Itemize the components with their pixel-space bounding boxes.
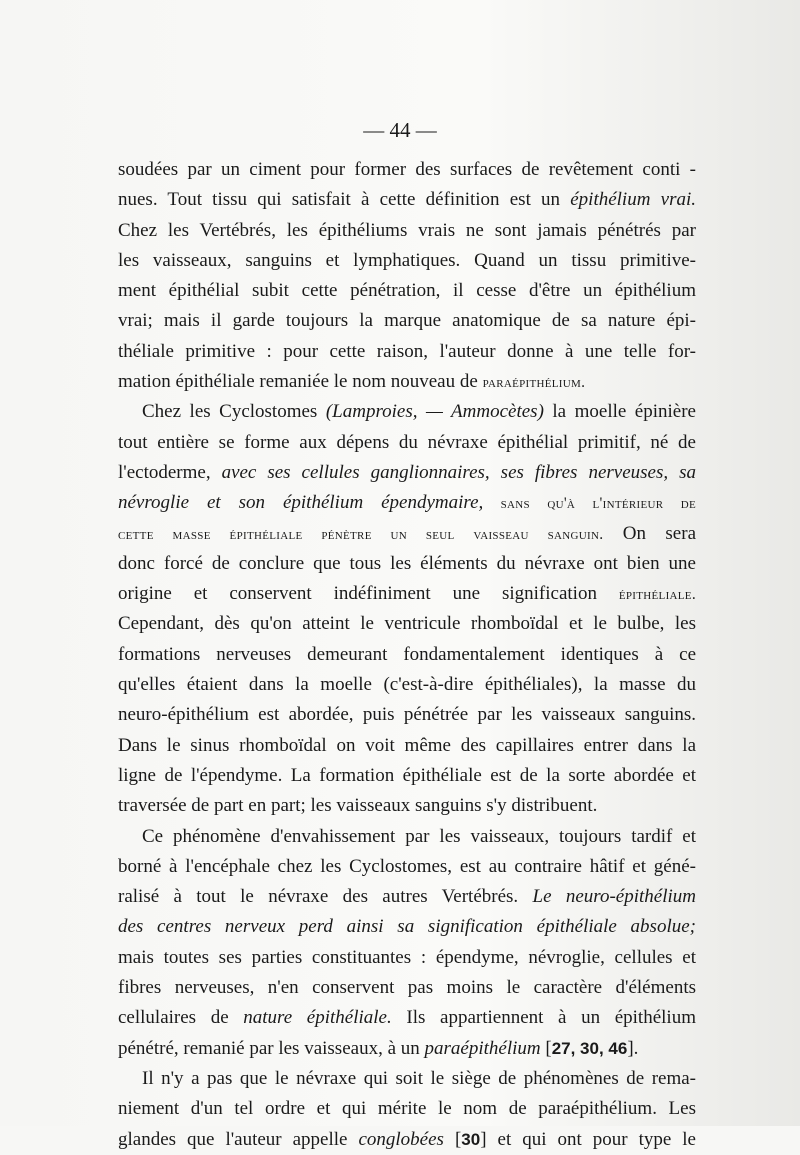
text-line bbox=[118, 912, 696, 942]
text-line: origine et conservent indéfiniment une signification épithéliale. bbox=[118, 583, 696, 605]
reference-numbers: 30 bbox=[461, 1129, 481, 1149]
text-line: nues. Tout tissu qui satisfait à cette définition est un épithélium vrai. bbox=[118, 189, 696, 211]
emphasis: (Lamproies, — Ammocètes) bbox=[325, 401, 544, 423]
emphasis: Le neuro-épithélium bbox=[532, 886, 696, 908]
text-line: traversée de part en part; les vaisseaux sanguins s'y distribuent. bbox=[118, 795, 598, 817]
page-number: — 44 — bbox=[363, 118, 437, 142]
emphasis: des centres nerveux perd ainsi sa signification épithéliale absolue; bbox=[118, 916, 696, 938]
text-line: cette masse épithéliale pénètre un seul vaisseau sanguin. On sera bbox=[118, 522, 696, 544]
text-line: vrai; mais il garde toujours la marque anatomique de sa nature épi- bbox=[118, 310, 696, 332]
text-line: donc forcé de conclure que tous les éléments du névraxe ont bien une bbox=[118, 552, 696, 574]
text-line: pénétré, remanié par les vaisseaux, à un paraépithélium [27, 30, 46]. bbox=[118, 1037, 639, 1059]
text-line: théliale primitive : pour cette raison, l'auteur donne à une telle for- bbox=[118, 340, 696, 362]
text-line: ralisé à tout le névraxe des autres Vertébrés. Le neuro-épithélium bbox=[118, 886, 696, 908]
small-caps-term: cette masse épithéliale pénètre un seul vaisseau sanguin. bbox=[118, 525, 604, 543]
text-line: borné à l'encéphale chez les Cyclostomes, est au contraire hâtif et géné- bbox=[118, 855, 696, 877]
body-text bbox=[118, 155, 696, 1155]
emphasis: paraépithélium bbox=[424, 1037, 541, 1059]
text-line: Chez les Cyclostomes (Lamproies, — Ammocètes) la moelle épinière bbox=[142, 401, 696, 423]
emphasis: épithélium vrai. bbox=[570, 189, 696, 211]
reference-numbers: 27, 30, 46 bbox=[551, 1038, 628, 1058]
emphasis: névroglie et son épithélium épendymaire, bbox=[118, 492, 484, 514]
text-line: glandes que l'auteur appelle conglobées [30] et qui ont pour type le bbox=[118, 1128, 696, 1150]
text-line: cellulaires de nature épithéliale. Ils appartiennent à un épithélium bbox=[118, 1007, 696, 1029]
text-line: formations nerveuses demeurant fondamentalement identiques à ce bbox=[118, 643, 696, 665]
small-caps-term: sans qu'à l'intérieur de bbox=[483, 495, 696, 513]
emphasis: conglobées bbox=[358, 1128, 444, 1150]
emphasis: nature épithéliale. bbox=[243, 1007, 392, 1029]
text-line: Il n'y a pas que le névraxe qui soit le siège de phénomènes de rema- bbox=[142, 1067, 696, 1089]
text-line: Dans le sinus rhomboïdal on voit même des capillaires entrer dans la bbox=[118, 734, 696, 756]
text-line: les vaisseaux, sanguins et lymphatiques. Quand un tissu primitive- bbox=[118, 249, 696, 271]
emphasis: avec ses cellules ganglionnaires, ses fibres nerveuses, sa bbox=[221, 461, 696, 483]
text-line: neuro-épithélium est abordée, puis pénétrée par les vaisseaux sanguins. bbox=[118, 704, 696, 726]
small-caps-term: paraépithélium. bbox=[482, 374, 586, 392]
text-line: Cependant, dès qu'on atteint le ventricule rhomboïdal et le bulbe, les bbox=[118, 613, 696, 635]
text-line: ligne de l'épendyme. La formation épithéliale est de la sorte abordée et bbox=[118, 764, 696, 786]
text-line: tout entière se forme aux dépens du névraxe épithélial primitif, né de bbox=[118, 431, 696, 453]
text-line: l'ectoderme, avec ses cellules ganglionnaires, ses fibres nerveuses, sa bbox=[118, 461, 696, 483]
text-line: mation épithéliale remaniée le nom nouveau de paraépithélium. bbox=[118, 371, 586, 393]
text-line: ment épithélial subit cette pénétration, il cesse d'être un épithélium bbox=[118, 280, 696, 302]
text-line bbox=[118, 488, 696, 518]
text-line: fibres nerveuses, n'en conservent pas moins le caractère d'éléments bbox=[118, 977, 696, 999]
text-line: mais toutes ses parties constituantes : épendyme, névroglie, cellules et bbox=[118, 946, 696, 968]
text-line: qu'elles étaient dans la moelle (c'est-à-dire épithéliales), la masse du bbox=[118, 674, 696, 696]
text-line: Ce phénomène d'envahissement par les vaisseaux, toujours tardif et bbox=[142, 825, 696, 847]
text-line: soudées par un ciment pour former des surfaces de revêtement conti - bbox=[118, 159, 696, 180]
text-line: niement d'un tel ordre et qui mérite le nom de paraépithélium. Les bbox=[118, 1098, 696, 1120]
text-line: Chez les Vertébrés, les épithéliums vrais ne sont jamais pénétrés par bbox=[118, 219, 696, 241]
small-caps-term: épithéliale. bbox=[618, 586, 696, 604]
